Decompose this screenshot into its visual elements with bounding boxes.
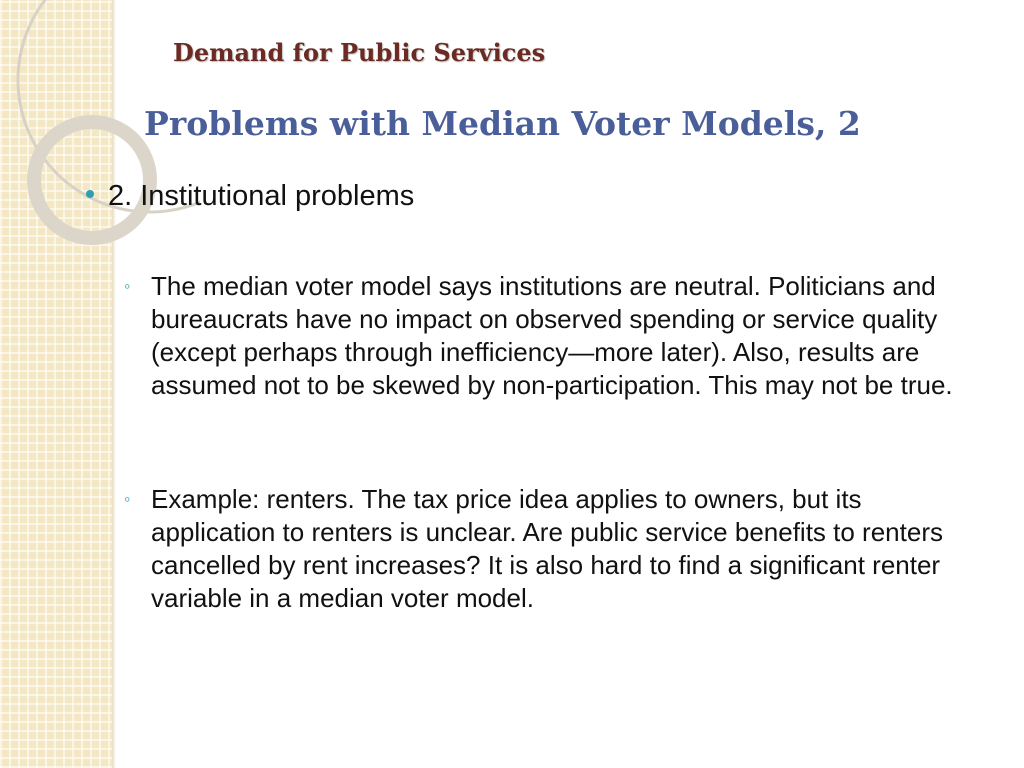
- main-bullet-text: 2. Institutional problems: [108, 180, 415, 212]
- sub-bullet-marker-icon: ◦: [124, 276, 131, 296]
- sub-bullet: [124, 483, 974, 615]
- sub-bullet-text: The median voter model says institutions are neutral. Politicians and bureaucrats have no impact on observed spending or service quality (except perhaps through inefficiency—more later). Also, results are assumed not to be skewed by non-participation. This may not be true.: [151, 271, 953, 400]
- section-title: Demand for Public Services: [173, 38, 546, 67]
- sub-bullet-text: Example: renters. The tax price idea applies to owners, but its application to renters is unclear. Are public service benefits to renters cancelled by rent increases? It is also hard to find a significant renter variable in a median voter model.: [151, 484, 943, 613]
- slide-title: Problems with Median Voter Models, 2: [144, 104, 861, 143]
- main-bullet: [86, 180, 414, 213]
- sub-bullet: [124, 270, 974, 402]
- sub-bullet-marker-icon: ◦: [124, 489, 131, 509]
- bullet-dot-icon: [86, 190, 94, 198]
